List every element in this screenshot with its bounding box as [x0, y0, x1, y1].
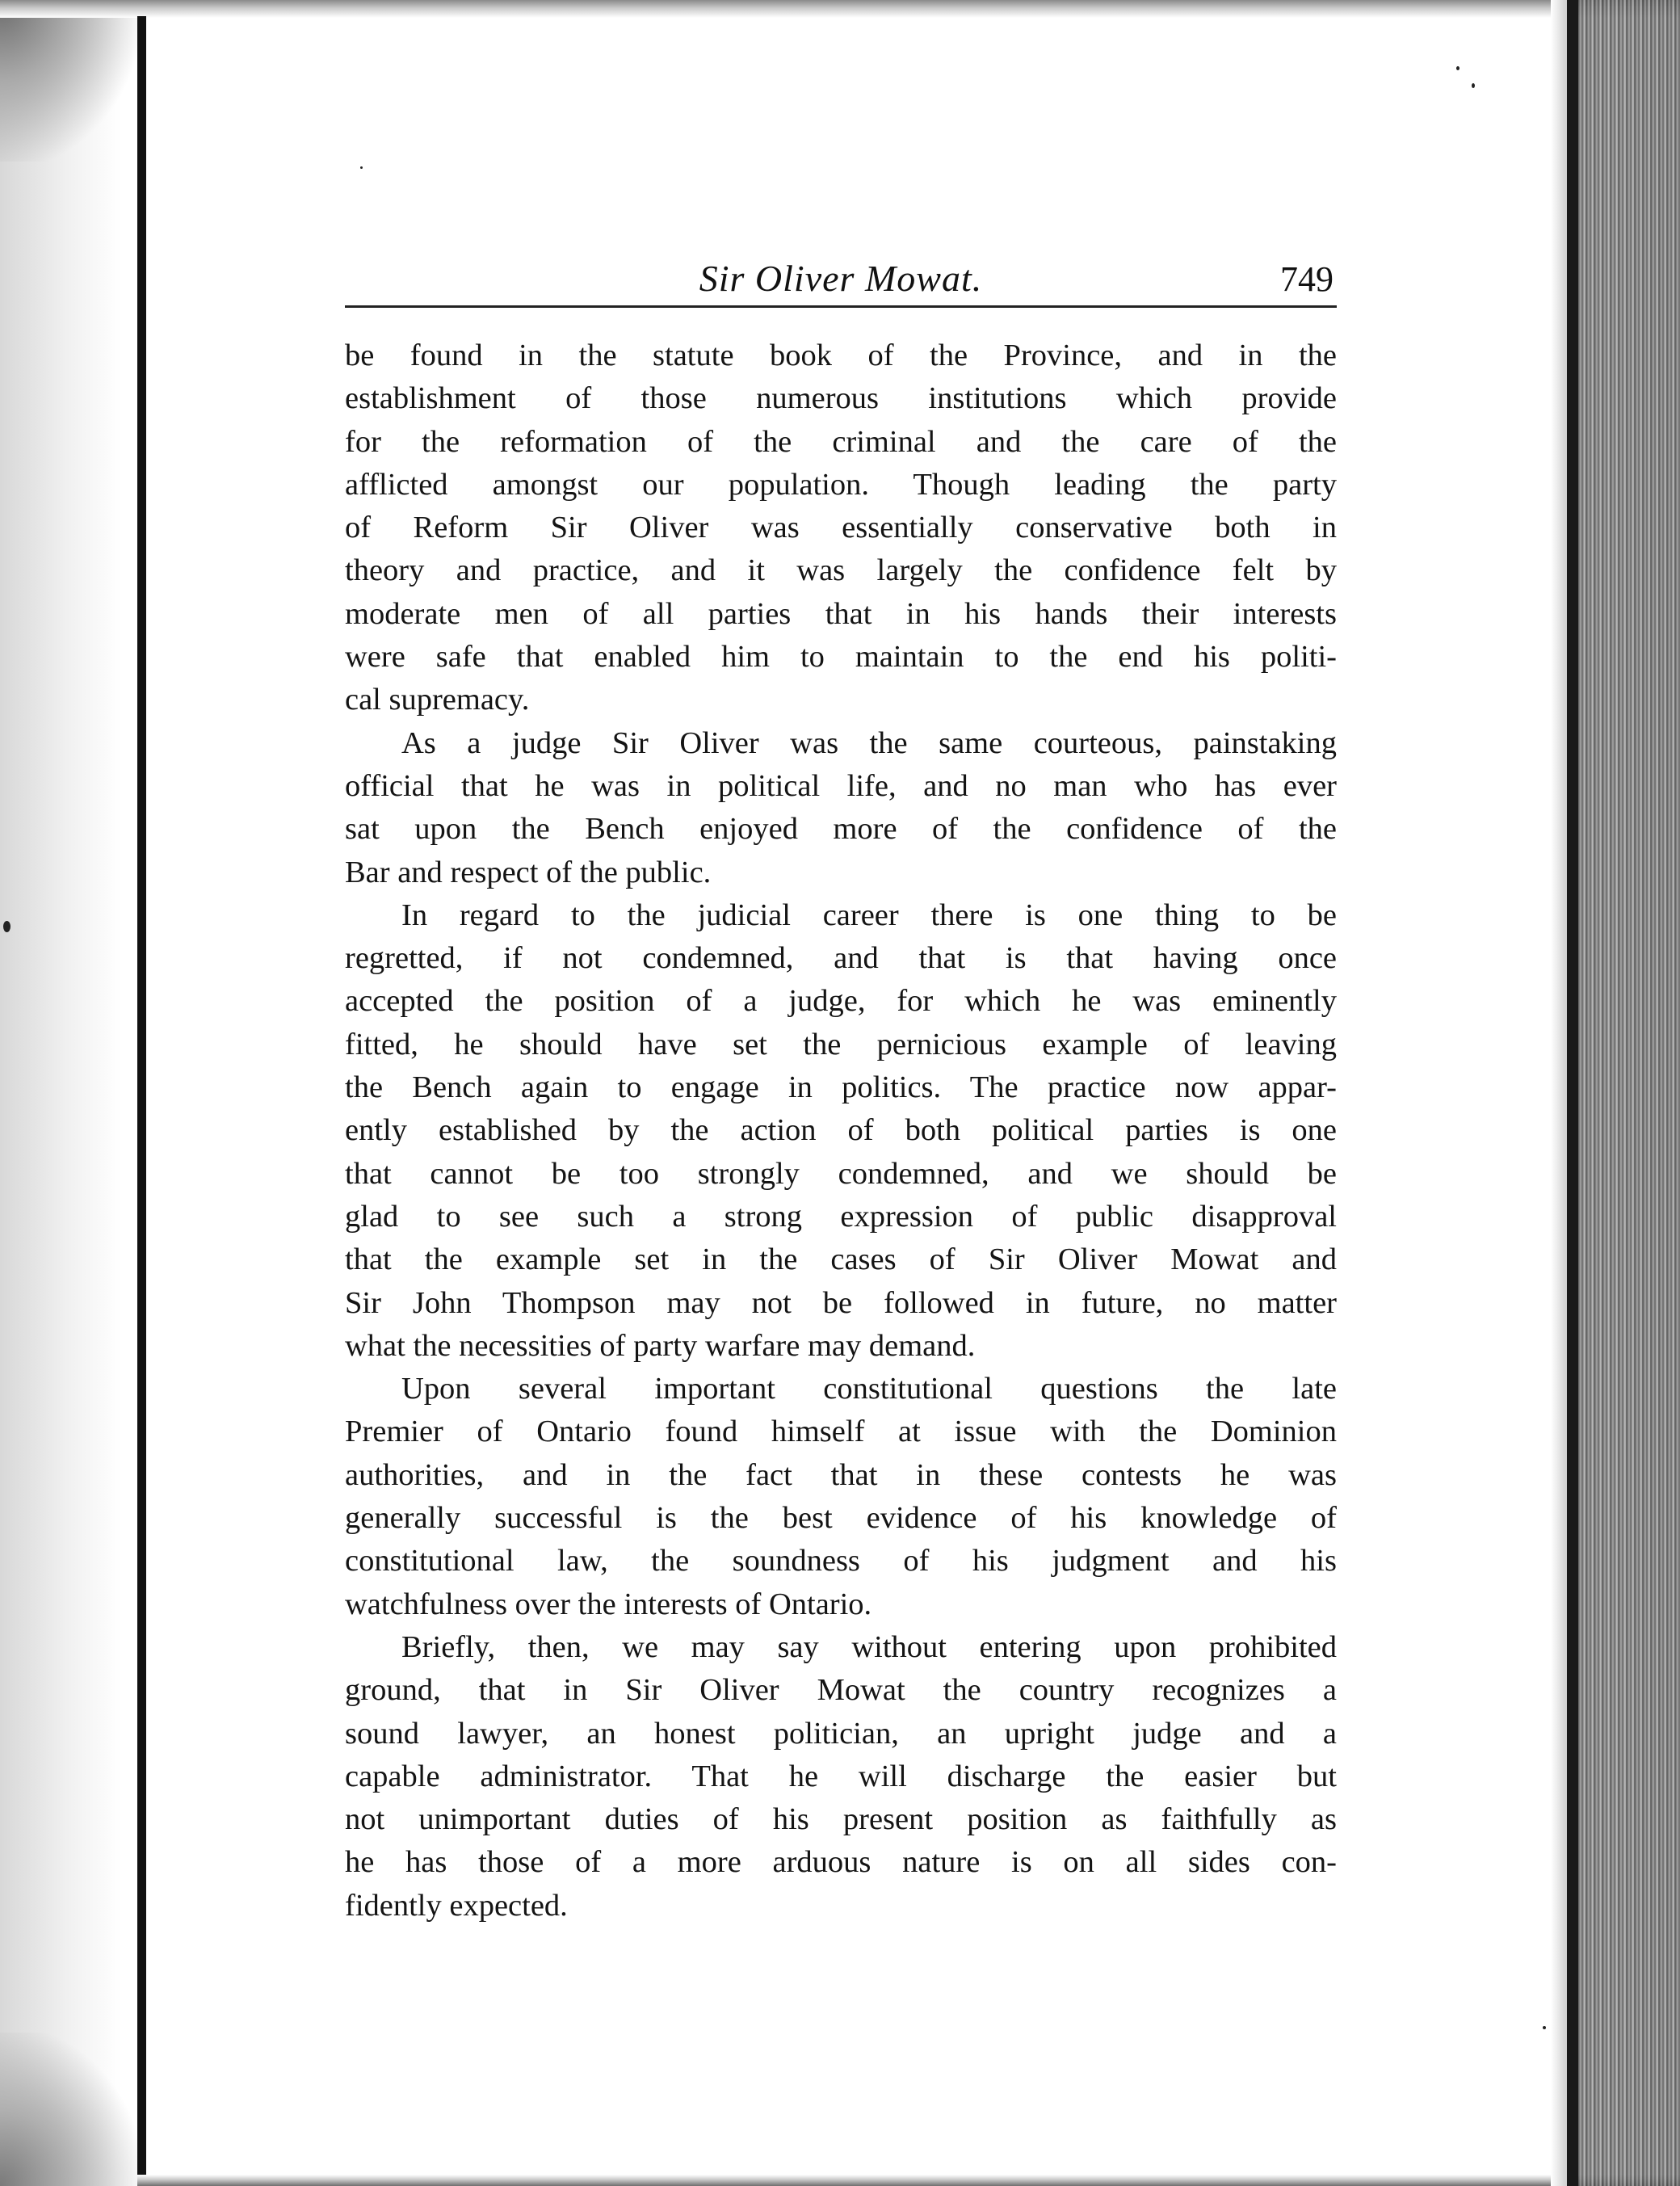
text-line: In regard to the judicial career there is one thing to be: [401, 898, 1337, 932]
text-line: fidently expected.: [345, 1888, 568, 1923]
text-line: glad to see such a strong expression of public disapproval: [345, 1199, 1337, 1234]
running-head: [345, 257, 1337, 307]
scan-speck: [3, 921, 10, 932]
text-line: official that he was in political life, and no man who has ever: [345, 768, 1337, 803]
right-page-stack: [1578, 0, 1680, 2186]
text-line: moderate men of all parties that in his hands their interests: [345, 596, 1337, 631]
scan-speck: [1472, 83, 1475, 88]
text-line: not unimportant duties of his present position as faithfully as: [345, 1802, 1337, 1837]
text-line: Bar and respect of the public.: [345, 855, 712, 889]
text-line: As a judge Sir Oliver was the same courteous, painstaking: [401, 725, 1337, 760]
paragraph: [345, 894, 1337, 1368]
top-edge-shadow: [0, 0, 1680, 18]
text-line: sat upon the Bench enjoyed more of the confidence of the: [345, 812, 1337, 847]
scan-speck: [1456, 66, 1460, 70]
paragraph: [345, 722, 1337, 894]
text-line: ground, that in Sir Oliver Mowat the country recognizes a: [345, 1673, 1337, 1708]
text-line: regretted, if not condemned, and that is that having once: [345, 941, 1337, 976]
left-binding-edge: [137, 16, 146, 2186]
text-line: the Bench again to engage in politics. The practice now appar-: [345, 1070, 1337, 1105]
text-line: of Reform Sir Oliver was essentially conservative both in: [345, 511, 1337, 545]
text-line: generally successful is the best evidence of his knowledge of: [345, 1501, 1337, 1536]
header-rule: [345, 305, 1337, 308]
text-line: Briefly, then, we may say without entering upon prohibited: [401, 1629, 1337, 1664]
running-title: Sir Oliver Mowat.: [699, 258, 983, 299]
text-line: authorities, and in the fact that in these contests he was: [345, 1457, 1337, 1492]
text-line: afflicted amongst our population. Though leading the party: [345, 467, 1337, 502]
text-line: constitutional law, the soundness of his judgment and his: [345, 1544, 1337, 1579]
page-number: 749: [1280, 259, 1334, 299]
text-line: Upon several important constitutional questions the late: [401, 1372, 1337, 1406]
text-line: be found in the statute book of the Province, and in the: [345, 338, 1337, 372]
paragraph: [345, 1368, 1337, 1626]
scan-speck: [1543, 2026, 1546, 2029]
text-line: Sir John Thompson may not be followed in future, no matter: [345, 1285, 1337, 1320]
paragraph: [345, 1626, 1337, 1927]
text-line: that cannot be too strongly condemned, and we should be: [345, 1156, 1337, 1191]
bottom-edge-shadow: [137, 2175, 1680, 2186]
text-line: sound lawyer, an honest politician, an upright judge and a: [345, 1716, 1337, 1751]
text-line: capable administrator. That he will discharge the easier but: [345, 1759, 1337, 1793]
text-line: theory and practice, and it was largely the confidence felt by: [345, 553, 1337, 588]
right-edge-fade: [1551, 0, 1567, 2186]
text-line: fitted, he should have set the pernicious example of leaving: [345, 1027, 1337, 1061]
text-line: he has those of a more arduous nature is on all sides con-: [345, 1845, 1337, 1880]
scan-speck: [360, 166, 363, 169]
bottom-left-corner-shadow: [0, 2033, 137, 2186]
text-line: for the reformation of the criminal and the care of the: [345, 424, 1337, 459]
text-line: Premier of Ontario found himself at issue with the Dominion: [345, 1415, 1337, 1449]
text-line: were safe that enabled him to maintain to the end his politi-: [345, 640, 1337, 675]
text-line: that the example set in the cases of Sir Oliver Mowat and: [345, 1242, 1337, 1277]
text-line: establishment of those numerous institutions which provide: [345, 381, 1337, 416]
text-line: watchfulness over the interests of Ontario.: [345, 1587, 872, 1621]
right-page-edge: [1567, 0, 1578, 2186]
text-line: what the necessities of party warfare may demand.: [345, 1328, 976, 1363]
top-left-corner-shadow: [0, 0, 137, 162]
left-margin-shadow: [0, 0, 121, 2186]
body-text: [345, 334, 1337, 1927]
text-line: ently established by the action of both political parties is one: [345, 1113, 1337, 1148]
paragraph: [345, 334, 1337, 722]
text-line: cal supremacy.: [345, 683, 530, 717]
text-line: accepted the position of a judge, for which he was eminently: [345, 984, 1337, 1019]
